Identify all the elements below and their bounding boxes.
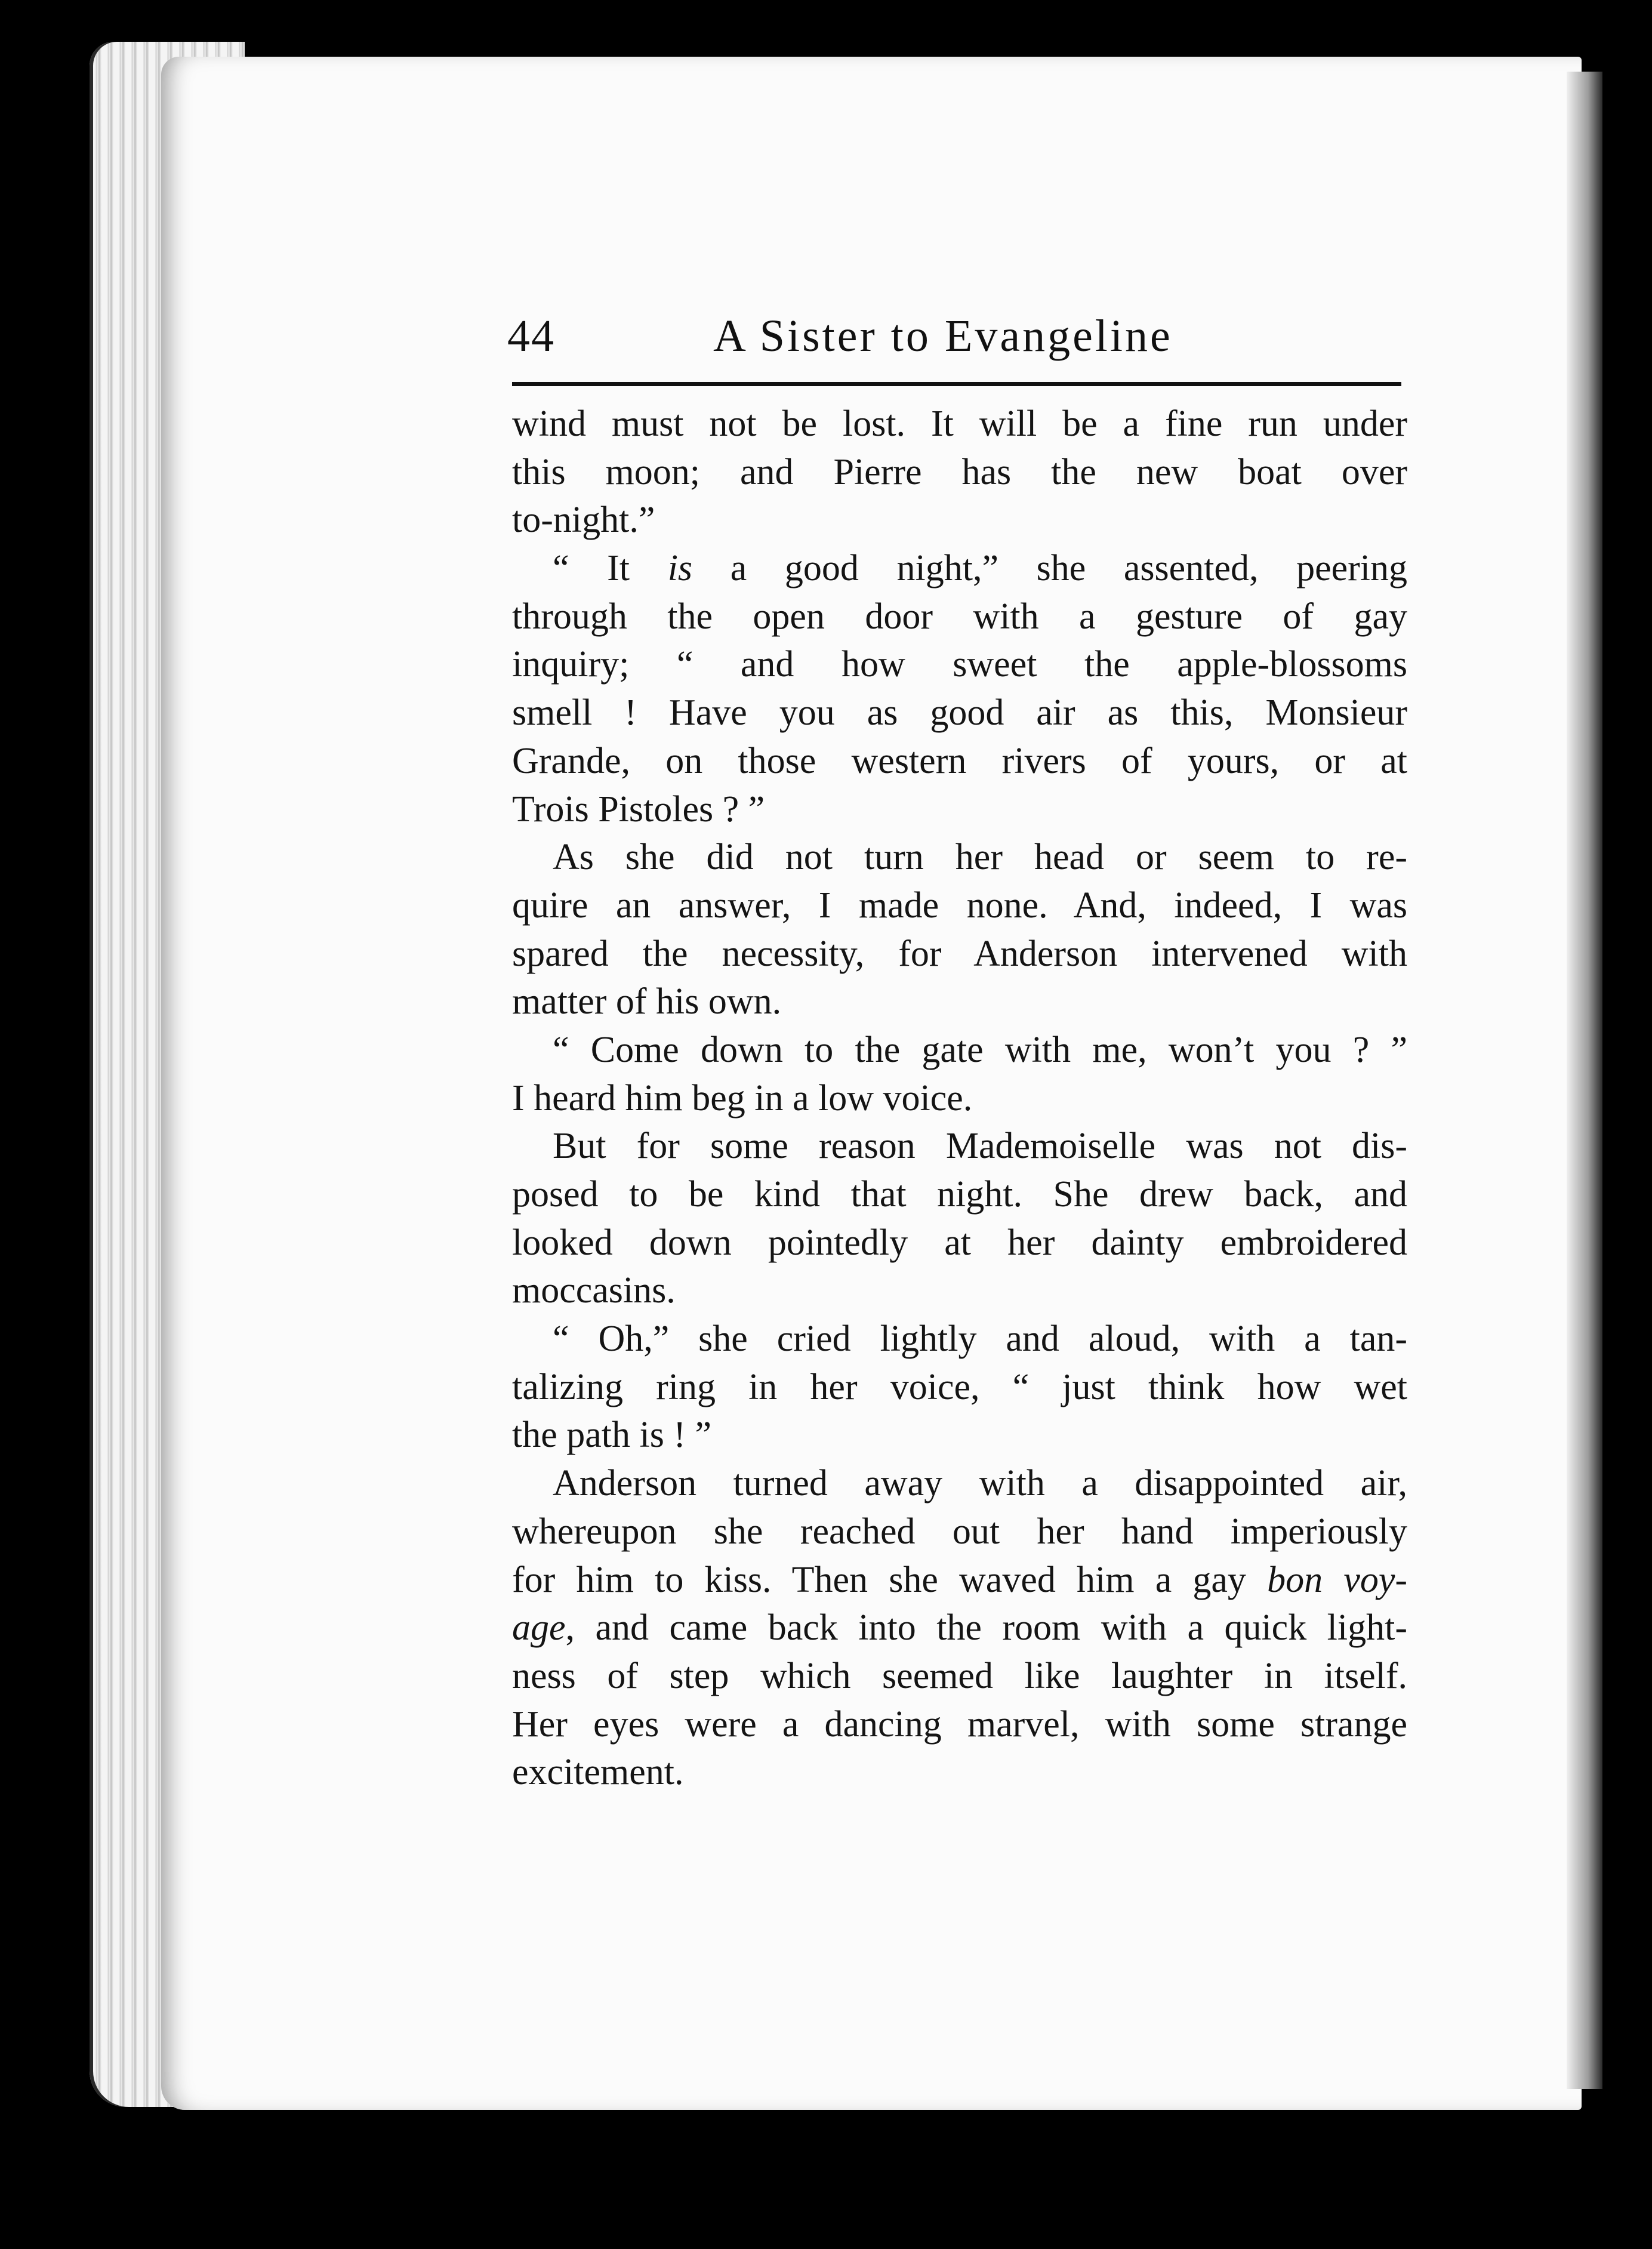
text-run: “ It [553, 548, 668, 589]
italic-text: bon voy- [1267, 1559, 1408, 1600]
text-line: posed to be kind that night. She drew back, and [512, 1174, 1407, 1215]
text-line: “ Oh,” she cried lightly and aloud, with a tan- [553, 1318, 1407, 1360]
text-line: smell ! Have you as good air as this, Monsieur [512, 692, 1407, 734]
text-line: Trois Pistoles ? ” [512, 788, 765, 830]
book-title: A Sister to Evangeline [713, 311, 1173, 361]
text-run: , and came back into the room with a quick light- [565, 1607, 1407, 1649]
text-line: Anderson turned away with a disappointed air, [553, 1463, 1407, 1504]
right-gutter-shadow [1567, 72, 1602, 2089]
text-line: As she did not turn her head or seem to re- [553, 837, 1407, 878]
text-line [512, 544, 1407, 593]
text-line: spared the necessity, for Anderson intervened with [512, 933, 1407, 974]
text-line: ness of step which seemed like laughter in itself. [512, 1655, 1407, 1696]
text-line: Grande, on those western rivers of yours, or at [512, 740, 1407, 781]
text-line: But for some reason Mademoiselle was not dis- [553, 1126, 1407, 1167]
text-line: “ Come down to the gate with me, won’t you ? ” [553, 1029, 1407, 1070]
text-line: moccasins. [512, 1270, 676, 1311]
header-rule [512, 382, 1401, 386]
text-line: quire an answer, I made none. And, indeed, I was [512, 885, 1407, 926]
text-line: matter of his own. [512, 981, 782, 1022]
page-number: 44 [507, 311, 555, 361]
text-line: I heard him beg in a low voice. [512, 1077, 973, 1119]
text-line: excitement. [512, 1752, 684, 1793]
text-line: Her eyes were a dancing marvel, with some strange [512, 1703, 1407, 1745]
text-run: a good night,” she assented, peering [692, 548, 1407, 589]
text-line [512, 1604, 1407, 1652]
text-line: to-night.” [512, 500, 655, 541]
text-line: wind must not be lost. It will be a fine run under [512, 403, 1407, 444]
text-line: the path is ! ” [512, 1415, 712, 1456]
body-text [512, 400, 1407, 1797]
italic-text: age [512, 1607, 566, 1649]
text-line [512, 1556, 1407, 1604]
text-line: whereupon she reached out her hand imperiously [512, 1511, 1407, 1552]
text-run: for him to kiss. Then she waved him a gay [512, 1559, 1268, 1600]
text-line: this moon; and Pierre has the new boat over [512, 451, 1407, 492]
italic-text: is [667, 548, 693, 589]
text-line: looked down pointedly at her dainty embroidered [512, 1222, 1407, 1263]
text-line: talizing ring in her voice, “ just think how wet [512, 1366, 1407, 1407]
text-line: through the open door with a gesture of gay [512, 596, 1407, 637]
running-head [507, 310, 1403, 376]
text-line: inquiry; “ and how sweet the apple-blossoms [512, 644, 1407, 685]
